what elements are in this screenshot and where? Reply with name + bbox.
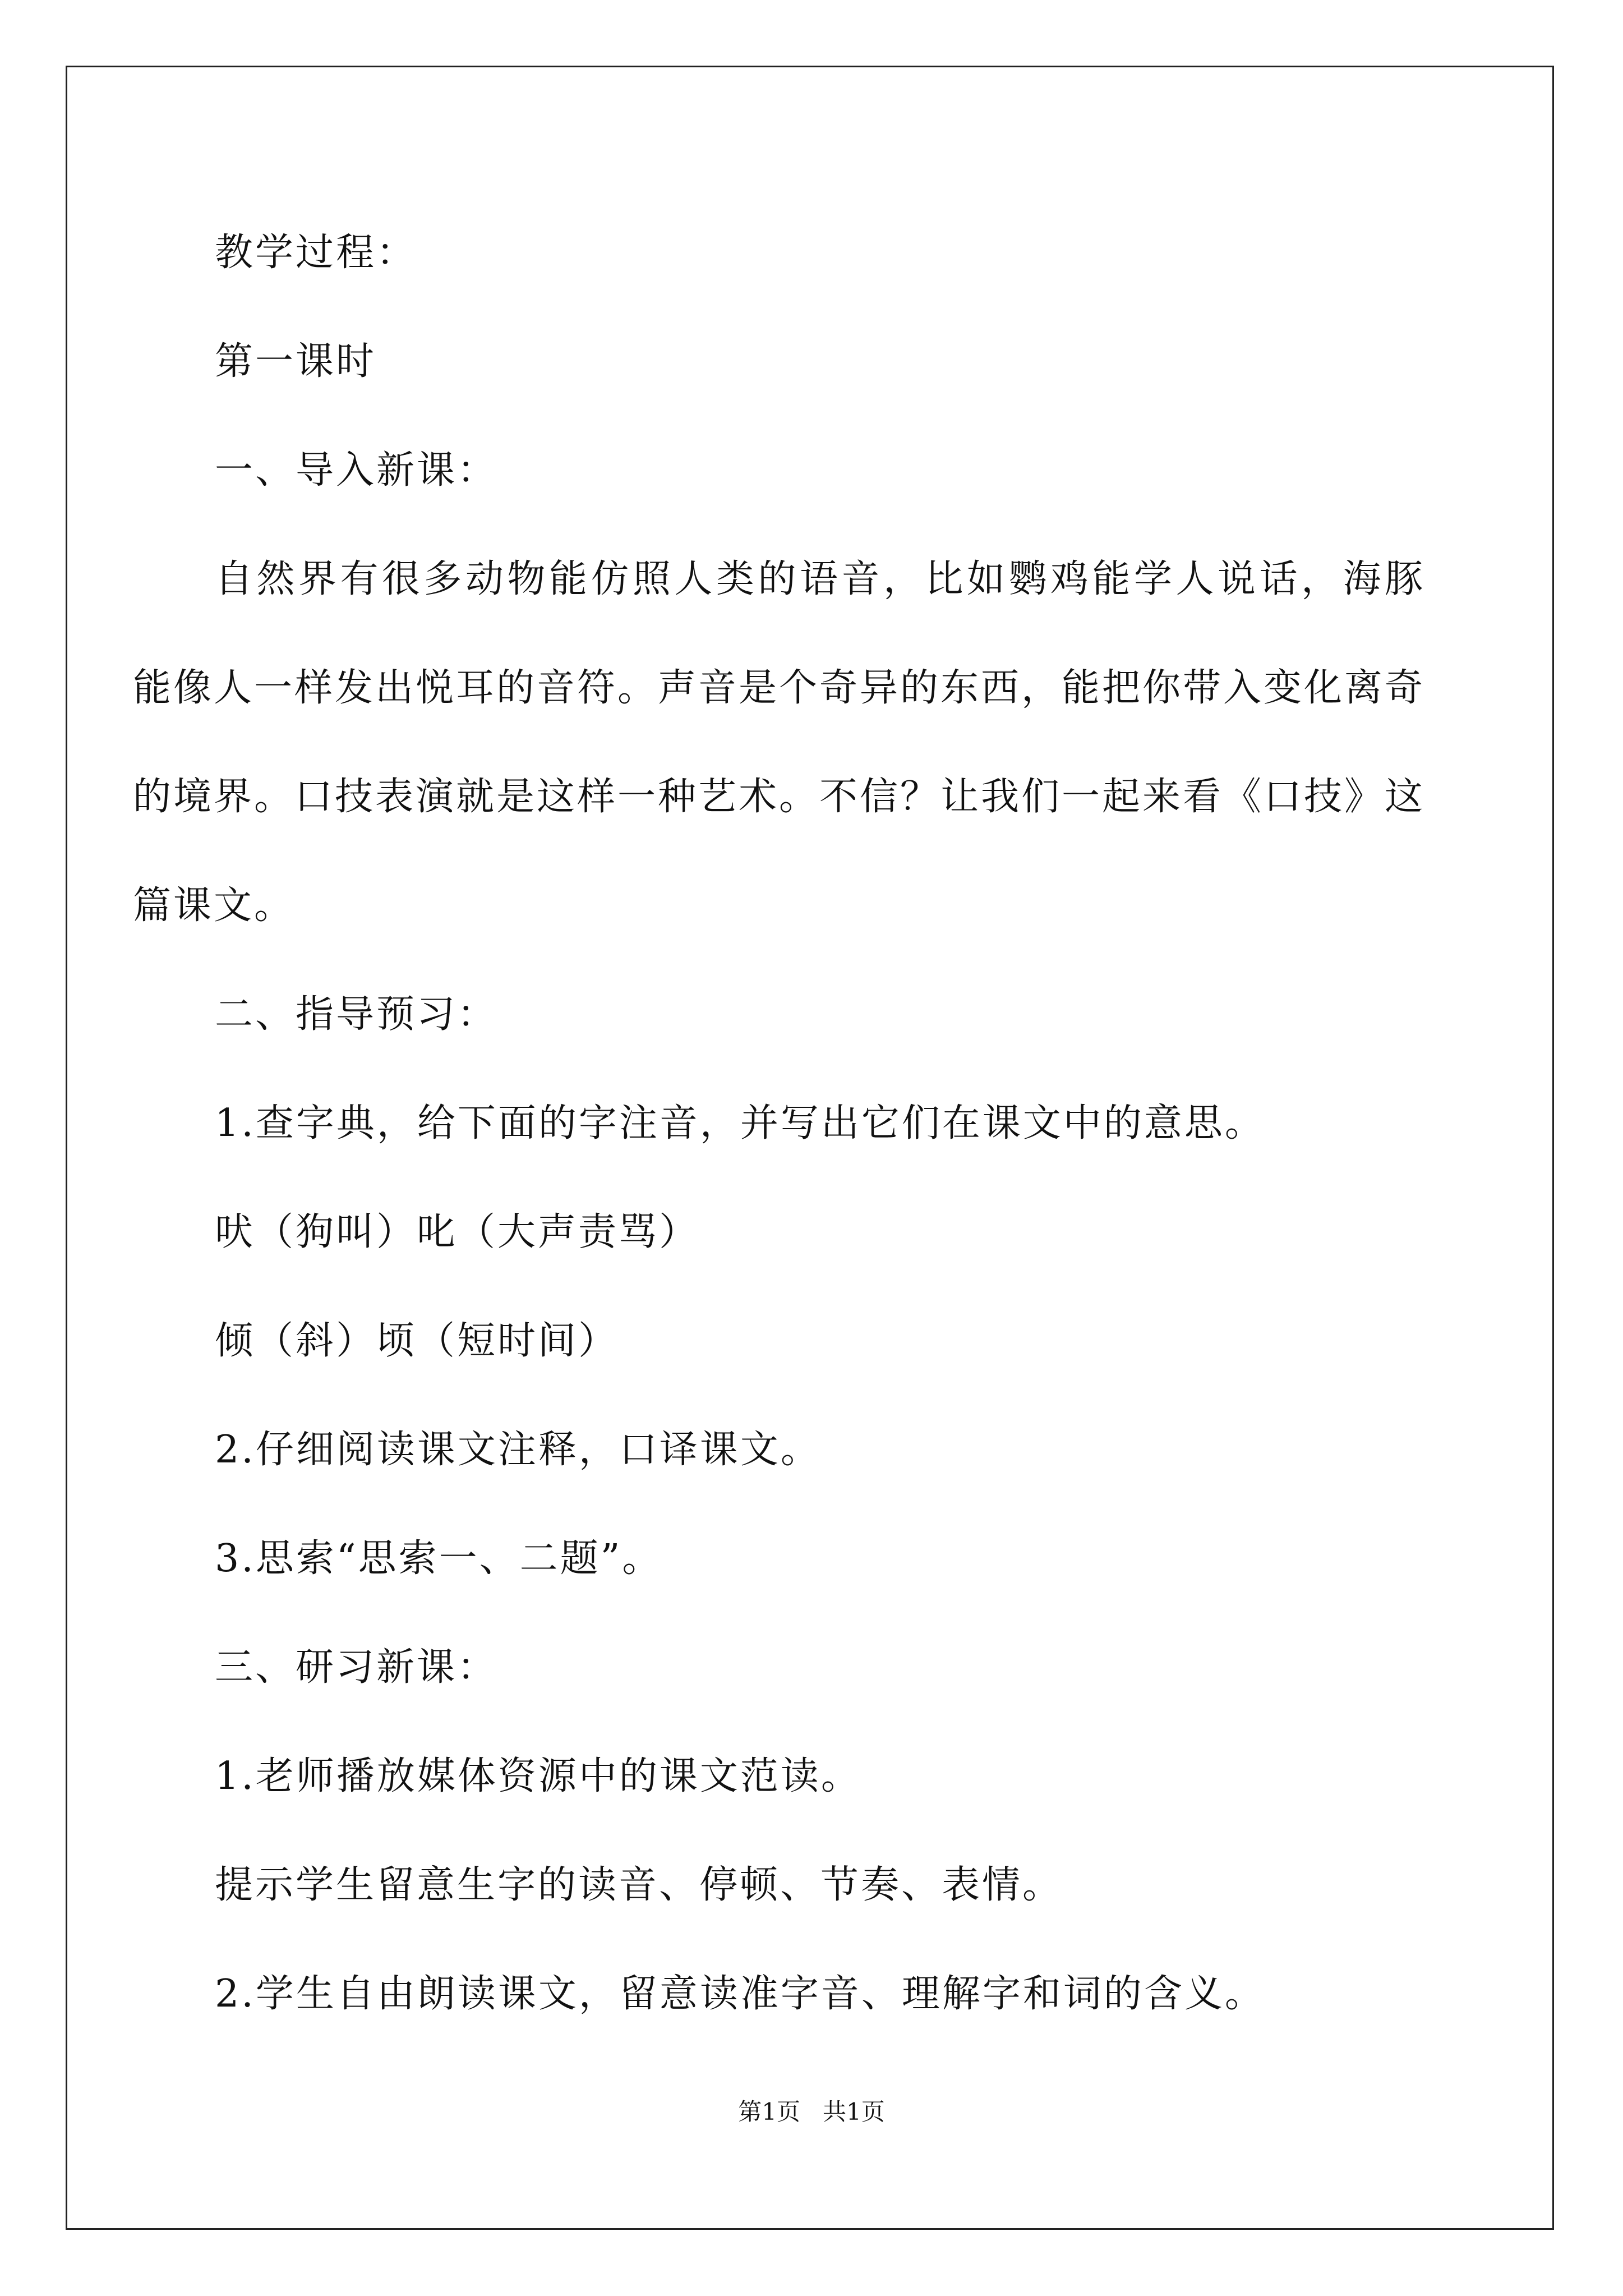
page-total: 共1页: [823, 2098, 885, 2125]
study-hint: 提示学生留意生字的读音、停顿、节奏、表情。: [215, 1863, 1063, 1907]
preview-item-1: 1.查字典，给下面的字注音，并写出它们在课文中的意思。: [215, 1101, 1265, 1145]
preview-item-3: 3.思索“思索一、二题”。: [215, 1536, 663, 1581]
vocab-line-2: 倾（斜）顷（短时间）: [215, 1319, 619, 1363]
page-footer: [0, 2095, 1623, 2129]
intro-paragraph: 自然界有很多动物能仿照人类的语音，比如鹦鸡能学人说话，海豚能像人一样发出悦耳的音符。声音是个奇异的东西，能把你带入变化离奇的境界。口技表演就是这样一种艺术。不信？让我们一起来看《口技》这篇课文。: [133, 557, 1426, 928]
preview-item-2: 2.仔细阅读课文注释，口译课文。: [215, 1428, 821, 1472]
section-heading-process: 教学过程：: [215, 231, 417, 275]
study-item-1: 1.老师播放媒体资源中的课文范读。: [215, 1754, 861, 1798]
section-heading-study: 三、研习新课：: [215, 1645, 498, 1690]
page-number: 第1页: [738, 2098, 800, 2125]
vocab-line-1: 吠（狗叫）叱（大声责骂）: [215, 1210, 700, 1254]
section-heading-intro: 一、导入新课：: [215, 448, 498, 493]
document-body: [133, 199, 1425, 2049]
section-heading-preview: 二、指导预习：: [215, 992, 498, 1037]
study-item-2: 2.学生自由朗读课文，留意读准字音、理解字和词的含义。: [215, 1972, 1265, 2016]
lesson-heading: 第一课时: [215, 339, 377, 384]
